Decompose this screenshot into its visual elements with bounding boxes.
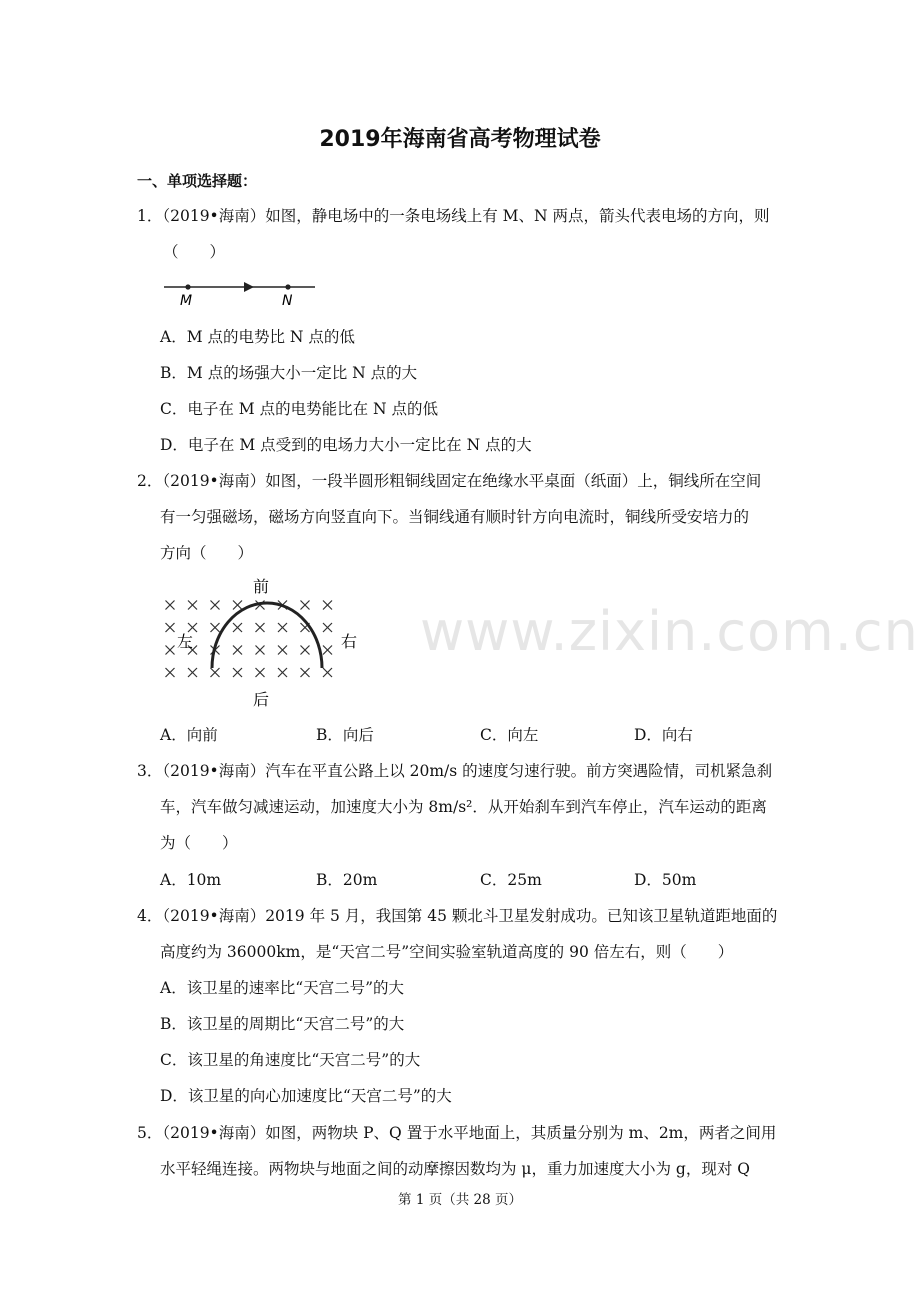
- q4-stem-line1: 4．（2019•海南）2019 年 5 月，我国第 45 颗北斗卫星发射成功。已知该卫星轨道距地面的: [137, 907, 778, 925]
- section-heading: 一、单项选择题：: [137, 172, 258, 190]
- cross-mark-icon: [211, 601, 220, 610]
- cross-mark-icon: [301, 668, 310, 677]
- watermark: www.zixin.com.cn: [420, 600, 919, 663]
- cross-mark-icon: [233, 646, 242, 655]
- q2-stem-line2: 有一匀强磁场，磁场方向竖直向下。当铜线通有顺时针方向电流时，铜线所受安培力的: [160, 508, 750, 526]
- cross-mark-icon: [256, 646, 265, 655]
- label-front: 前: [252, 577, 270, 596]
- cross-mark-icon: [278, 668, 287, 677]
- q1-stem-line2: （ ）: [163, 243, 226, 261]
- point-n: [285, 284, 290, 289]
- cross-mark-icon: [323, 601, 332, 610]
- label-n: N: [282, 293, 293, 309]
- cross-mark-icon: [301, 646, 310, 655]
- cross-mark-icon: [256, 623, 265, 632]
- cross-mark-icon: [188, 623, 197, 632]
- q3-option-d: D．50m: [634, 871, 697, 889]
- cross-mark-icon: [166, 646, 175, 655]
- q1-option-d: D．电子在 M 点受到的电场力大小一定比在 N 点的大: [160, 436, 532, 454]
- q4-option-c: C．该卫星的角速度比“天宫二号”的大: [160, 1051, 421, 1069]
- q3-option-a: A．10m: [160, 871, 222, 889]
- q1-field-line-figure: [160, 272, 320, 312]
- semicircle-wire: [212, 603, 322, 668]
- label-back: 后: [252, 690, 270, 709]
- point-m: [185, 284, 190, 289]
- cross-mark-icon: [323, 668, 332, 677]
- q5-stem-line1: 5．（2019•海南）如图，两物块 P、Q 置于水平地面上，其质量分别为 m、2m，两者之间用: [137, 1124, 777, 1142]
- q3-option-c: C．25m: [480, 871, 542, 889]
- page-title: 2019年海南省高考物理试卷: [319, 127, 601, 152]
- cross-mark-icon: [323, 623, 332, 632]
- q2-option-b: B．向后: [316, 726, 374, 744]
- page-footer: 第 1 页（共 28 页）: [398, 1192, 522, 1208]
- q2-magnetic-field-figure: [155, 572, 370, 712]
- q1-stem-line1: 1．（2019•海南）如图，静电场中的一条电场线上有 M、N 两点，箭头代表电场的方向，则: [137, 207, 770, 225]
- cross-mark-icon: [166, 668, 175, 677]
- q2-option-c: C．向左: [480, 726, 539, 744]
- cross-mark-icon: [233, 668, 242, 677]
- q4-option-a: A．该卫星的速率比“天宫二号”的大: [160, 979, 405, 997]
- q3-option-b: B．20m: [316, 871, 378, 889]
- q5-stem-line2: 水平轻绳连接。两物块与地面之间的动摩擦因数均为 μ，重力加速度大小为 g，现对 Q: [160, 1160, 750, 1178]
- label-left: 左: [177, 632, 194, 651]
- q4-option-b: B．该卫星的周期比“天宫二号”的大: [160, 1015, 405, 1033]
- q3-stem-line3: 为（ ）: [160, 834, 238, 852]
- cross-mark-icon: [301, 601, 310, 610]
- q1-option-b: B．M 点的场强大小一定比 N 点的大: [160, 364, 418, 382]
- q1-option-a: A．M 点的电势比 N 点的低: [160, 328, 355, 346]
- cross-mark-icon: [233, 623, 242, 632]
- q2-option-a: A．向前: [160, 726, 218, 744]
- q2-option-d: D．向右: [634, 726, 693, 744]
- q4-stem-line2: 高度约为 36000km，是“天宫二号”空间实验室轨道高度的 90 倍左右，则（ ）: [160, 943, 734, 961]
- cross-mark-icon: [211, 623, 220, 632]
- cross-mark-icon: [233, 601, 242, 610]
- cross-mark-icon: [211, 668, 220, 677]
- label-right: 右: [341, 632, 358, 651]
- q2-stem-line3: 方向（ ）: [160, 544, 254, 562]
- q3-stem-line2: 车，汽车做匀减速运动，加速度大小为 8m/s²．从开始刹车到汽车停止，汽车运动的距离: [160, 798, 767, 816]
- cross-mark-icon: [278, 623, 287, 632]
- cross-mark-icon: [256, 668, 265, 677]
- cross-mark-icon: [188, 668, 197, 677]
- q3-stem-line1: 3．（2019•海南）汽车在平直公路上以 20m/s 的速度匀速行驶。前方突遇险情，司机紧急刹: [137, 762, 773, 780]
- cross-mark-icon: [166, 623, 175, 632]
- label-m: M: [180, 293, 193, 309]
- q1-option-c: C．电子在 M 点的电势能比在 N 点的低: [160, 400, 439, 418]
- q4-option-d: D．该卫星的向心加速度比“天宫二号”的大: [160, 1087, 452, 1105]
- q2-stem-line1: 2．（2019•海南）如图，一段半圆形粗铜线固定在绝缘水平桌面（纸面）上，铜线所在空间: [137, 472, 762, 490]
- cross-mark-icon: [278, 646, 287, 655]
- cross-mark-icon: [323, 646, 332, 655]
- cross-mark-icon: [166, 601, 175, 610]
- cross-mark-icon: [188, 601, 197, 610]
- field-arrow-icon: [244, 282, 254, 292]
